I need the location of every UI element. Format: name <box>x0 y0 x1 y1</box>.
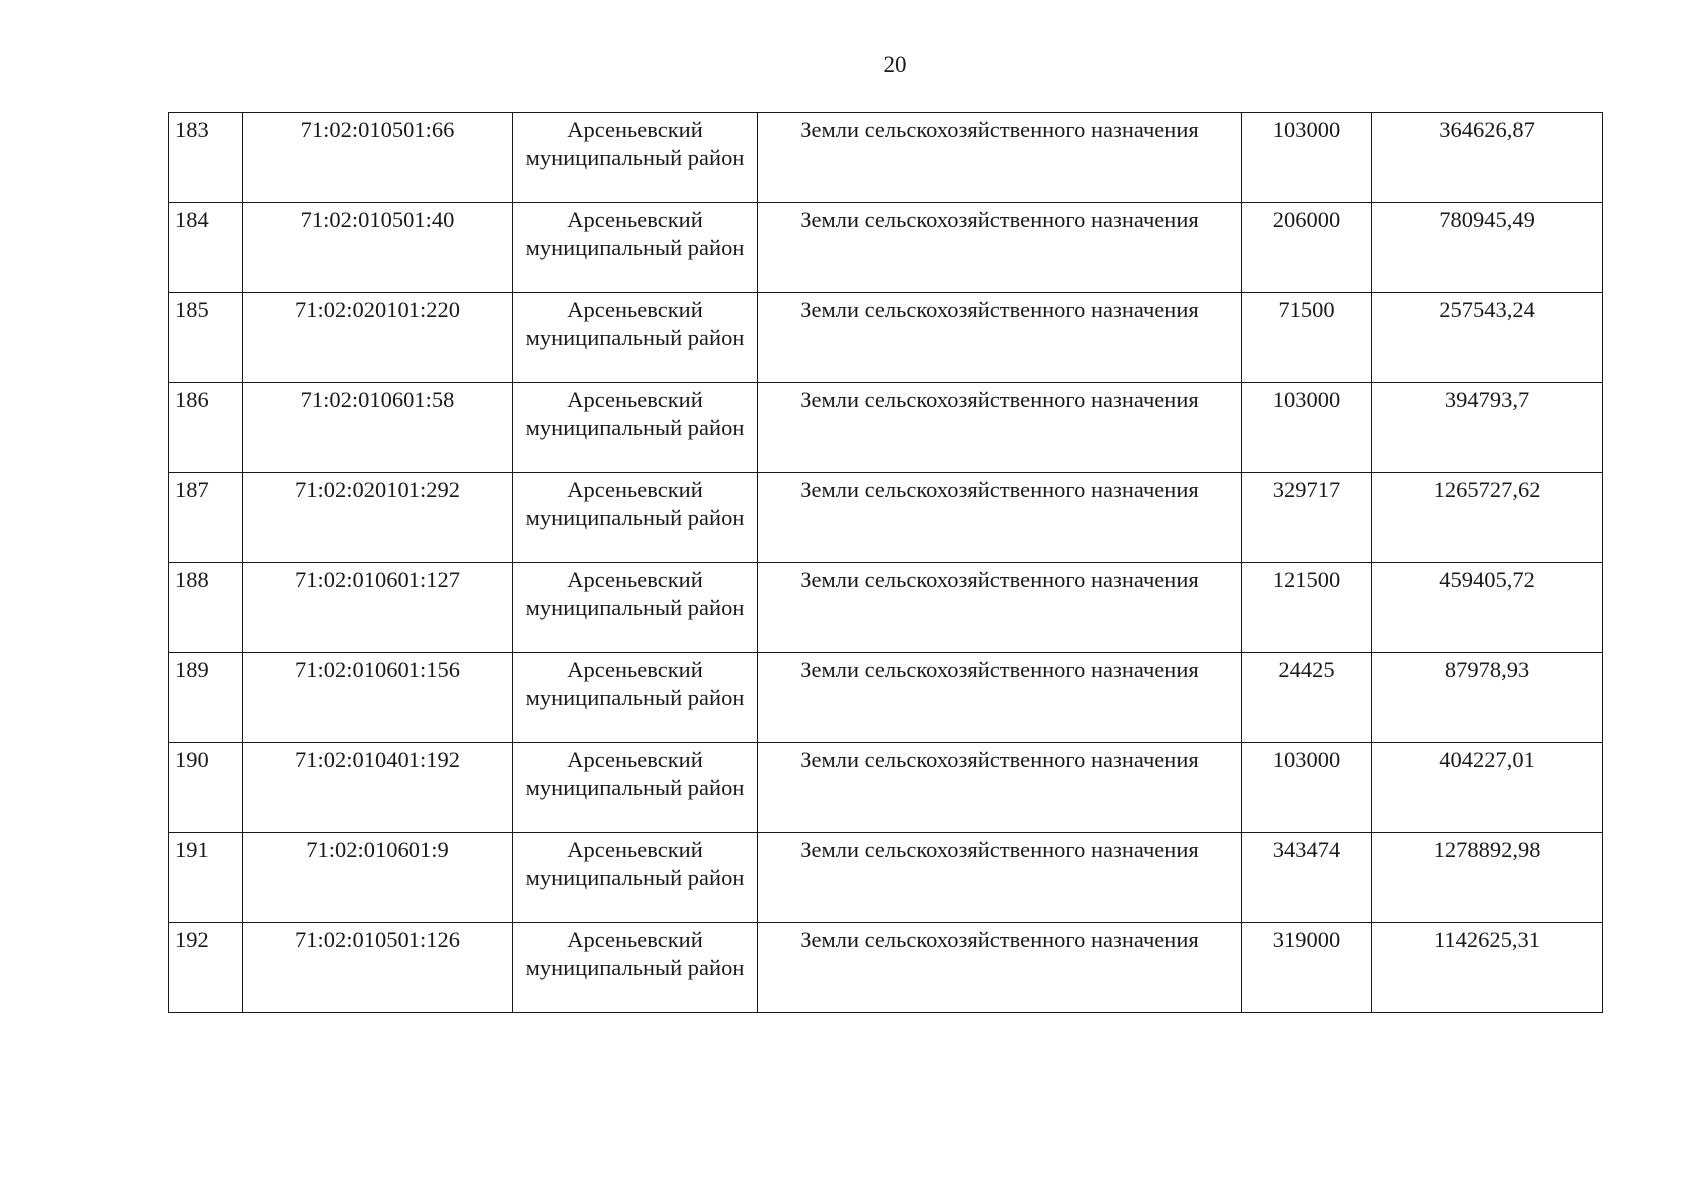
table-row <box>169 293 1603 383</box>
row-number: 191 <box>169 833 243 923</box>
cadastral-value: 87978,93 <box>1372 653 1603 743</box>
table-row <box>169 563 1603 653</box>
cadastral-number: 71:02:010601:156 <box>243 653 513 743</box>
land-category: Земли сельскохозяйственного назначения <box>758 293 1242 383</box>
cadastral-number: 71:02:010401:192 <box>243 743 513 833</box>
cadastral-value: 364626,87 <box>1372 113 1603 203</box>
municipality: Арсеньевский муниципальный район <box>513 653 758 743</box>
page-number: 20 <box>883 52 907 77</box>
land-category: Земли сельскохозяйственного назначения <box>758 923 1242 1013</box>
municipality: Арсеньевский муниципальный район <box>513 833 758 923</box>
cadastral-value: 404227,01 <box>1372 743 1603 833</box>
row-number: 183 <box>169 113 243 203</box>
land-area: 103000 <box>1242 113 1372 203</box>
table-row <box>169 653 1603 743</box>
cadastral-number: 71:02:010601:58 <box>243 383 513 473</box>
land-area: 71500 <box>1242 293 1372 383</box>
cadastral-number: 71:02:010501:66 <box>243 113 513 203</box>
municipality: Арсеньевский муниципальный район <box>513 473 758 563</box>
land-area: 103000 <box>1242 383 1372 473</box>
row-number: 187 <box>169 473 243 563</box>
row-number: 184 <box>169 203 243 293</box>
cadastral-value: 780945,49 <box>1372 203 1603 293</box>
land-category: Земли сельскохозяйственного назначения <box>758 203 1242 293</box>
land-category: Земли сельскохозяйственного назначения <box>758 833 1242 923</box>
land-area: 343474 <box>1242 833 1372 923</box>
land-area: 319000 <box>1242 923 1372 1013</box>
land-category: Земли сельскохозяйственного назначения <box>758 743 1242 833</box>
municipality: Арсеньевский муниципальный район <box>513 563 758 653</box>
row-number: 185 <box>169 293 243 383</box>
row-number: 192 <box>169 923 243 1013</box>
table-row <box>169 113 1603 203</box>
land-area: 206000 <box>1242 203 1372 293</box>
table-row <box>169 203 1603 293</box>
cadastral-number: 71:02:010501:40 <box>243 203 513 293</box>
land-area: 24425 <box>1242 653 1372 743</box>
row-number: 190 <box>169 743 243 833</box>
row-number: 188 <box>169 563 243 653</box>
municipality: Арсеньевский муниципальный район <box>513 383 758 473</box>
cadastral-number: 71:02:010601:9 <box>243 833 513 923</box>
land-area: 121500 <box>1242 563 1372 653</box>
cadastral-number: 71:02:020101:220 <box>243 293 513 383</box>
municipality: Арсеньевский муниципальный район <box>513 923 758 1013</box>
municipality: Арсеньевский муниципальный район <box>513 293 758 383</box>
cadastral-value: 1265727,62 <box>1372 473 1603 563</box>
cadastral-number: 71:02:010601:127 <box>243 563 513 653</box>
row-number: 189 <box>169 653 243 743</box>
cadastral-number: 71:02:020101:292 <box>243 473 513 563</box>
cadastral-value: 1142625,31 <box>1372 923 1603 1013</box>
table-row <box>169 923 1603 1013</box>
table-row <box>169 833 1603 923</box>
row-number: 186 <box>169 383 243 473</box>
land-category: Земли сельскохозяйственного назначения <box>758 653 1242 743</box>
land-category: Земли сельскохозяйственного назначения <box>758 113 1242 203</box>
cadastral-value: 394793,7 <box>1372 383 1603 473</box>
municipality: Арсеньевский муниципальный район <box>513 743 758 833</box>
municipality: Арсеньевский муниципальный район <box>513 113 758 203</box>
cadastral-value: 1278892,98 <box>1372 833 1603 923</box>
land-area: 329717 <box>1242 473 1372 563</box>
cadastral-value: 257543,24 <box>1372 293 1603 383</box>
land-area: 103000 <box>1242 743 1372 833</box>
land-category: Земли сельскохозяйственного назначения <box>758 473 1242 563</box>
table-row <box>169 473 1603 563</box>
land-plots-table <box>168 112 1603 1013</box>
land-category: Земли сельскохозяйственного назначения <box>758 383 1242 473</box>
land-category: Земли сельскохозяйственного назначения <box>758 563 1242 653</box>
cadastral-value: 459405,72 <box>1372 563 1603 653</box>
table-row <box>169 383 1603 473</box>
table-row <box>169 743 1603 833</box>
municipality: Арсеньевский муниципальный район <box>513 203 758 293</box>
cadastral-number: 71:02:010501:126 <box>243 923 513 1013</box>
